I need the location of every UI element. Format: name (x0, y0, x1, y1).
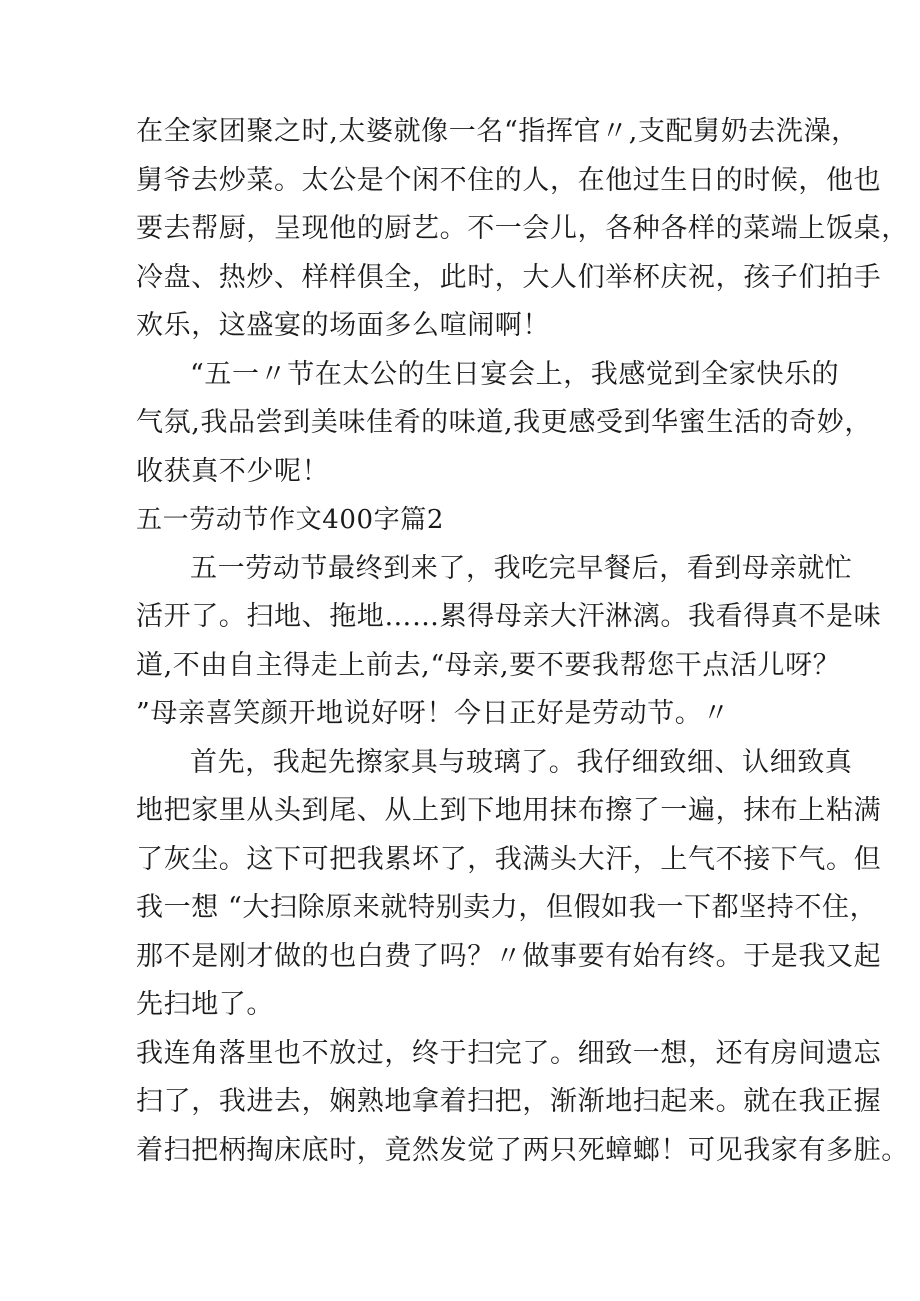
paragraph-labor-day-intro (136, 545, 882, 739)
text-line: 气氛,我品尝到美味佳肴的味道,我更感受到华蜜生活的奇妙， (136, 407, 872, 438)
text-line: ”母亲喜笑颜开地说好呀！今日正好是劳动节。〃 (136, 698, 731, 729)
text-line: 欢乐，这盛宴的场面多么喧闹啊！ (136, 310, 550, 341)
text-line: 五一劳动节最终到来了，我吃完早餐后，看到母亲就忙 (190, 552, 853, 584)
text-line: 了灰尘。这下可把我累坏了，我满头大汗，上气不接下气。但 (136, 843, 882, 875)
document-body (136, 108, 909, 1175)
text-line: 那不是刚才做的也白费了吗？〃做事要有始有终。于是我又起 (136, 940, 882, 972)
text-line: 先扫地了。 (136, 989, 274, 1020)
essay-heading (136, 496, 836, 545)
paragraph-cleaning (136, 739, 882, 1030)
text-line: 道,不由自主得走上前去,“母亲,要不要我帮您干点活儿呀？ (136, 649, 841, 681)
text-line: 地把家里从头到尾、从上到下地用抹布擦了一遍，抹布上粘满 (136, 795, 882, 826)
text-line: “五一〃节在太公的生日宴会上，我感觉到全家快乐的 (190, 358, 840, 390)
text-line: 我连角落里也不放过，终于扫完了。细致一想，还有房间遗忘 (136, 1037, 882, 1069)
text-line: 舅爷去炒菜。太公是个闲不住的人，在他过生日的时候，他也 (136, 164, 882, 196)
paragraph-sweeping (136, 1030, 909, 1176)
text-line: 收获真不少呢！ (136, 455, 330, 487)
text-line: 扫了，我进去，娴熟地拿着扫把，渐渐地扫起来。就在我正握 (136, 1086, 882, 1117)
paragraph-birthday-feast (136, 108, 909, 351)
essay-title: 五一劳动节作文400字篇2 (136, 505, 444, 535)
text-line: 我一想 “大扫除原来就特别卖力，但假如我一下都坚持不住， (136, 892, 878, 923)
text-line: 冷盘、热炒、样样俱全，此时，大人们举杯庆祝，孩子们拍手 (136, 261, 882, 293)
text-line: 活开了。扫地、拖地……累得母亲大汗淋漓。我看得真不是味 (136, 601, 882, 632)
text-line: 要去帮厨，呈现他的厨艺。不一会儿，各种各样的菜端上饭桌， (136, 213, 909, 244)
text-line: 在全家团聚之时,太婆就像一名“指挥官〃,支配舅奶去洗澡， (136, 116, 859, 147)
paragraph-conclusion (136, 351, 872, 497)
text-line: 着扫把柄掏床底时，竟然发觉了两只死蟑螂！可见我家有多脏。 (136, 1134, 909, 1166)
text-line: 首先，我起先擦家具与玻璃了。我仔细致细、认细致真 (190, 746, 853, 778)
